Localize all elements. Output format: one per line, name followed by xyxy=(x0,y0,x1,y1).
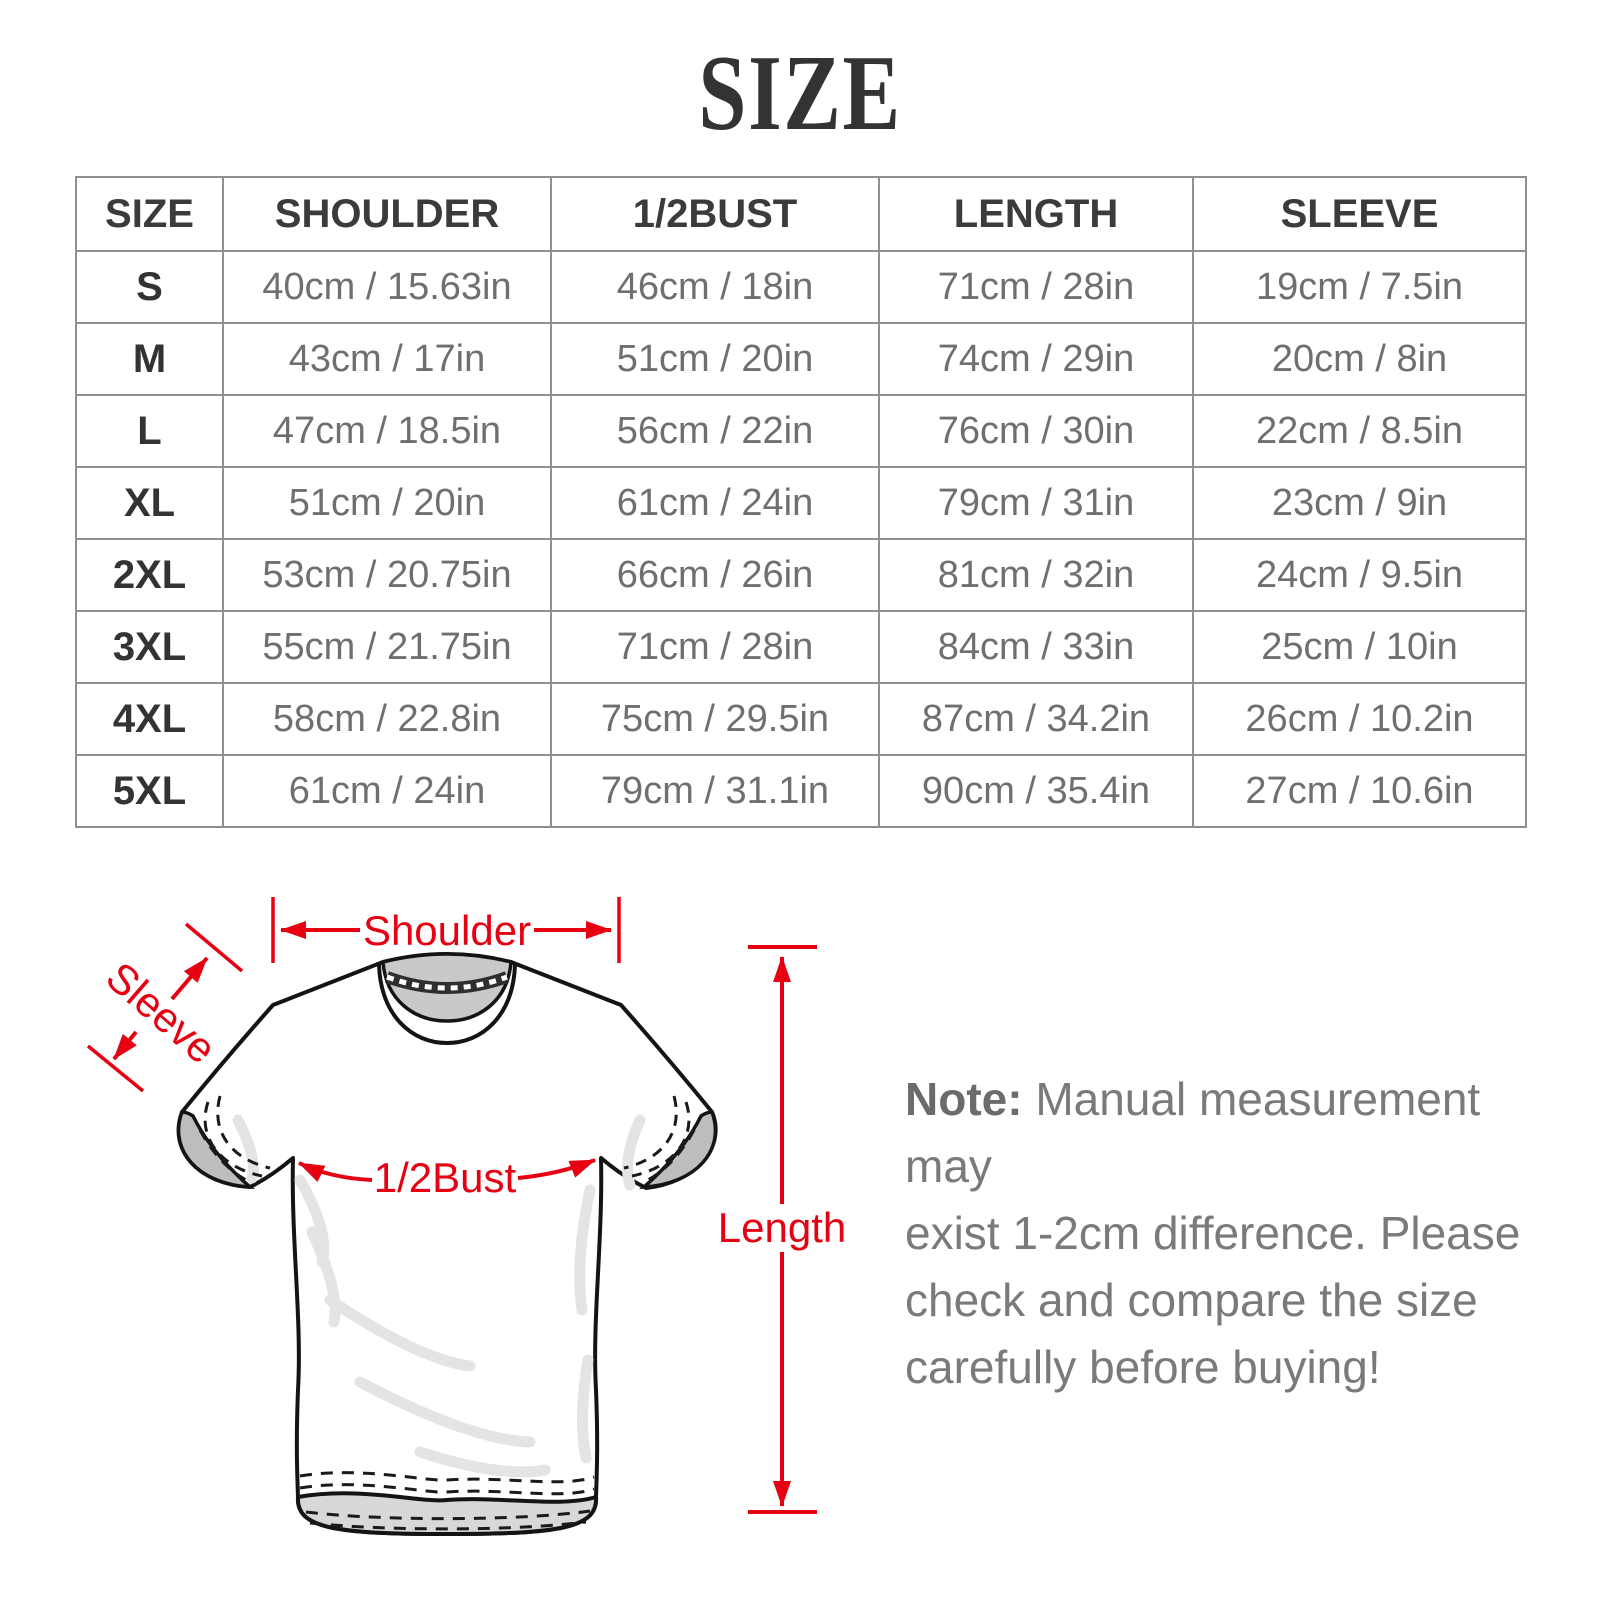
measurement-note xyxy=(905,1066,1545,1401)
measure-cell: 55cm / 21.75in xyxy=(223,611,551,683)
table-row-2xl xyxy=(76,539,1526,611)
table-row-3xl xyxy=(76,611,1526,683)
note-line: carefully before buying! xyxy=(905,1341,1381,1393)
note-text: Manual measurement may xyxy=(905,1073,1481,1192)
size-table-header-row xyxy=(76,177,1526,251)
table-row-m xyxy=(76,323,1526,395)
length-label: Length xyxy=(717,1204,847,1251)
measure-cell: 75cm / 29.5in xyxy=(551,683,879,755)
measure-cell: 61cm / 24in xyxy=(223,755,551,827)
bust-label: 1/2Bust xyxy=(373,1154,517,1201)
size-cell: 5XL xyxy=(76,755,223,827)
measure-cell: 90cm / 35.4in xyxy=(879,755,1193,827)
page-title-row xyxy=(0,34,1600,153)
measure-cell: 71cm / 28in xyxy=(551,611,879,683)
tshirt-illustration xyxy=(179,954,716,1534)
table-row-xl xyxy=(76,467,1526,539)
note-line: exist 1-2cm difference. Please xyxy=(905,1207,1521,1259)
measure-cell: 79cm / 31.1in xyxy=(551,755,879,827)
measure-cell: 87cm / 34.2in xyxy=(879,683,1193,755)
table-row-4xl xyxy=(76,683,1526,755)
header-cell-sleeve: SLEEVE xyxy=(1193,177,1526,251)
measure-cell: 40cm / 15.63in xyxy=(223,251,551,323)
measure-cell: 71cm / 28in xyxy=(879,251,1193,323)
header-cell-bust: 1/2BUST xyxy=(551,177,879,251)
measure-cell: 53cm / 20.75in xyxy=(223,539,551,611)
header-cell-length: LENGTH xyxy=(879,177,1193,251)
tshirt-measurement-diagram xyxy=(0,830,900,1600)
note-line: check and compare the size xyxy=(905,1274,1478,1326)
measure-cell: 47cm / 18.5in xyxy=(223,395,551,467)
measure-cell: 26cm / 10.2in xyxy=(1193,683,1526,755)
table-row-s xyxy=(76,251,1526,323)
measure-cell: 46cm / 18in xyxy=(551,251,879,323)
size-cell: M xyxy=(76,323,223,395)
measure-cell: 66cm / 26in xyxy=(551,539,879,611)
shoulder-measure xyxy=(273,897,619,963)
shoulder-label: Shoulder xyxy=(362,907,532,954)
measure-cell: 56cm / 22in xyxy=(551,395,879,467)
size-cell: S xyxy=(76,251,223,323)
measure-cell: 19cm / 7.5in xyxy=(1193,251,1526,323)
measure-cell: 22cm / 8.5in xyxy=(1193,395,1526,467)
measure-cell: 79cm / 31in xyxy=(879,467,1193,539)
measure-cell: 51cm / 20in xyxy=(223,467,551,539)
measure-cell: 27cm / 10.6in xyxy=(1193,755,1526,827)
header-cell-shoulder: SHOULDER xyxy=(223,177,551,251)
note-label: Note: xyxy=(905,1073,1023,1125)
page-title: SIZE xyxy=(698,34,902,153)
table-row-5xl xyxy=(76,755,1526,827)
measure-cell: 23cm / 9in xyxy=(1193,467,1526,539)
size-cell: L xyxy=(76,395,223,467)
measure-cell: 51cm / 20in xyxy=(551,323,879,395)
size-cell: XL xyxy=(76,467,223,539)
header-cell-size: SIZE xyxy=(76,177,223,251)
length-measure xyxy=(718,947,846,1512)
size-cell: 3XL xyxy=(76,611,223,683)
measure-cell: 58cm / 22.8in xyxy=(223,683,551,755)
measure-cell: 43cm / 17in xyxy=(223,323,551,395)
size-cell: 4XL xyxy=(76,683,223,755)
measure-cell: 20cm / 8in xyxy=(1193,323,1526,395)
size-cell: 2XL xyxy=(76,539,223,611)
measure-cell: 81cm / 32in xyxy=(879,539,1193,611)
note-line xyxy=(905,1066,1545,1200)
measure-cell: 25cm / 10in xyxy=(1193,611,1526,683)
sleeve-label: Sleeve xyxy=(97,952,226,1073)
measure-cell: 61cm / 24in xyxy=(551,467,879,539)
measure-cell: 76cm / 30in xyxy=(879,395,1193,467)
measure-cell: 24cm / 9.5in xyxy=(1193,539,1526,611)
measure-cell: 84cm / 33in xyxy=(879,611,1193,683)
size-table xyxy=(75,176,1527,828)
measure-cell: 74cm / 29in xyxy=(879,323,1193,395)
table-row-l xyxy=(76,395,1526,467)
